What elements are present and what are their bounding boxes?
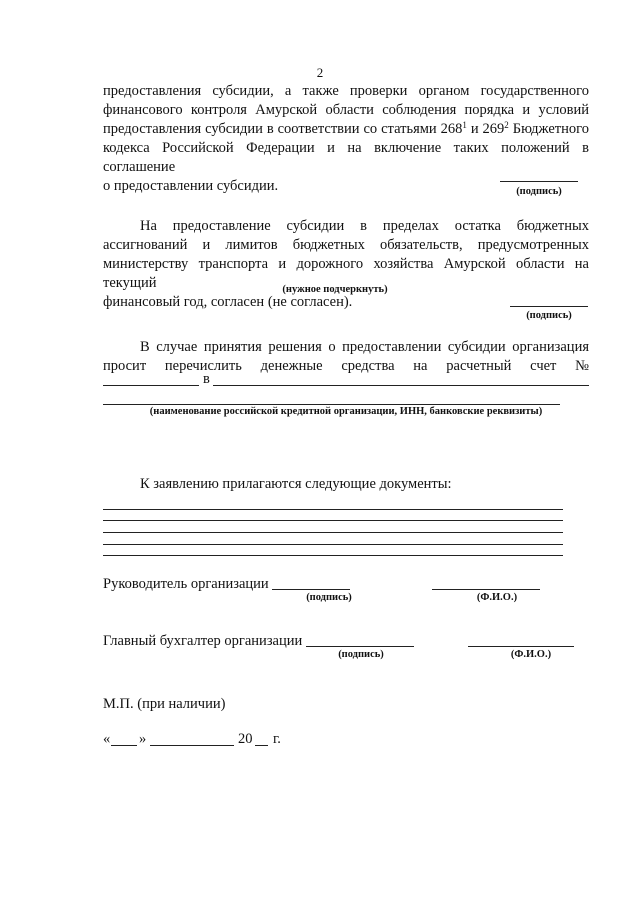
document-line-5[interactable]: [103, 555, 563, 556]
date-day-field[interactable]: [111, 745, 137, 746]
bank-name-field[interactable]: [213, 385, 589, 386]
signature-line-2[interactable]: [510, 306, 588, 307]
head-name-caption: (Ф.И.О.): [476, 592, 518, 603]
account-number-field[interactable]: [103, 385, 199, 386]
bank-prefix: в: [203, 371, 210, 387]
transfer-paragraph: [103, 338, 589, 376]
date-year-field[interactable]: [255, 745, 268, 746]
page-number: 2: [316, 65, 324, 80]
date-close-quote: »: [139, 731, 147, 747]
bank-caption: (наименование российской кредитной организации, ИНН, банковские реквизиты): [149, 406, 543, 417]
accountant-label: Главный бухгалтер организации: [103, 633, 303, 649]
document-line-4[interactable]: [103, 544, 563, 545]
signature-line-1[interactable]: [500, 181, 578, 182]
consent-paragraph: [103, 217, 589, 312]
intro-line-3-part-a: предоставления субсидии в соответствии со статьями 268: [103, 121, 463, 137]
documents-heading: К заявлению прилагаются следующие документы:: [140, 476, 452, 492]
document-line-2[interactable]: [103, 520, 563, 521]
accountant-signature-field[interactable]: [306, 646, 414, 647]
transfer-line-2: просит перечислить денежные средства на расчетный счет №: [103, 358, 589, 374]
accountant-signature-caption: (подпись): [338, 649, 384, 660]
document-line-3[interactable]: [103, 532, 563, 533]
consent-line-1: На предоставление субсидии в пределах остатка бюджетных: [140, 218, 589, 234]
stamp-label: М.П. (при наличии): [103, 696, 226, 712]
intro-line-2: финансового контроля Амурской области соблюдения порядка и условий: [103, 102, 589, 118]
accountant-name-field[interactable]: [468, 646, 574, 647]
consent-line-4: финансовый год, согласен (не согласен).: [103, 294, 353, 310]
intro-line-4: кодекса Российской Федерации и на включение таких положений в соглашение: [103, 140, 589, 175]
intro-paragraph: [103, 82, 589, 196]
superscript-1: 1: [462, 120, 467, 130]
superscript-2: 2: [504, 120, 509, 130]
head-signature-field[interactable]: [272, 589, 350, 590]
consent-line-2: ассигнований и лимитов бюджетных обязательств, предусмотренных: [103, 237, 589, 253]
date-year-prefix: 20: [238, 731, 253, 747]
date-open-quote: «: [103, 731, 111, 747]
intro-line-3-part-b: и 269: [466, 121, 505, 137]
signature-caption-1: (подпись): [516, 186, 562, 197]
head-name-field[interactable]: [432, 589, 540, 590]
intro-line-3: [103, 120, 589, 139]
underline-note: (нужное подчеркнуть): [282, 284, 388, 295]
date-year-suffix: г.: [273, 731, 281, 747]
head-label: Руководитель организации: [103, 576, 269, 592]
intro-line-5: о предоставлении субсидии.: [103, 178, 279, 194]
document-line-1[interactable]: [103, 509, 563, 510]
signature-caption-2: (подпись): [526, 310, 572, 321]
bank-details-field[interactable]: [103, 404, 560, 405]
intro-line-3-part-c: Бюджетного: [508, 121, 589, 137]
accountant-name-caption: (Ф.И.О.): [510, 649, 552, 660]
head-signature-caption: (подпись): [306, 592, 352, 603]
transfer-line-1: В случае принятия решения о предоставлении субсидии организация: [140, 339, 589, 355]
intro-line-1: предоставления субсидии, а также проверки органом государственного: [103, 83, 589, 99]
consent-line-3: министерству транспорта и дорожного хозяйства Амурской области на текущий: [103, 256, 589, 291]
date-month-field[interactable]: [150, 745, 234, 746]
